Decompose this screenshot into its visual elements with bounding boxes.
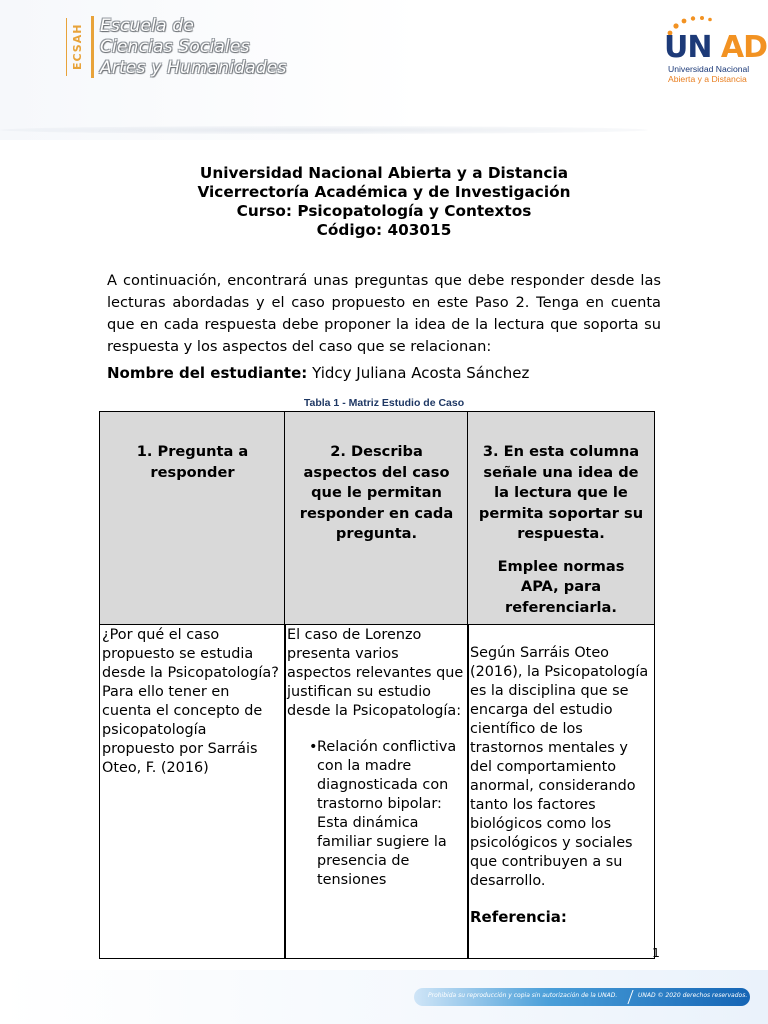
reading-idea-text: Según Sarráis Oteo (2016), la Psicopatología es la disciplina que se encarga del estudio científico de los trastornos mentales y del comportamiento anormal, considerando tanto los factores biológicos como los psicológicos y sociales que contribuyen a su desarrollo. <box>470 645 649 889</box>
school-line-2: Ciencias Sociales <box>100 37 250 57</box>
ecsah-divider <box>91 16 94 78</box>
header-cell-question <box>99 411 286 625</box>
student-line <box>107 362 529 384</box>
footer-copyright-notice: Prohibida su reproducción y copia sin autorización de la UNAD. <box>428 992 618 999</box>
cell-reading-idea <box>467 625 655 959</box>
reference-label: Referencia: <box>470 908 567 926</box>
cell-case-aspects <box>284 625 469 959</box>
case-study-table <box>99 411 655 947</box>
intro-paragraph: A continuación, encontrará unas preguntas que debe responder desde las lecturas abordadas y el caso propuesto en este Paso 2. Tenga en cuenta que en cada respuesta debe proponer la idea de la lectura que soporta su respuesta y los aspectos del caso que se relacionan: <box>107 272 661 355</box>
school-line-3: Artes y Humanidades <box>100 58 287 78</box>
unad-subtitle <box>668 64 749 84</box>
case-aspects-intro: El caso de Lorenzo presenta varios aspectos relevantes que justifican su estudio desde la Psicopatología: <box>287 627 464 719</box>
cell-question <box>99 625 286 959</box>
footer-rights: UNAD © 2020 derechos reservados. <box>638 992 748 999</box>
student-label: Nombre del estudiante: <box>107 364 308 382</box>
title-line-1: Universidad Nacional Abierta y a Distancia <box>199 164 569 182</box>
header-question-text: 1. Pregunta a responder <box>136 443 249 481</box>
header-case-aspects-text: 2. Describa aspectos del caso que le permitan responder en cada pregunta. <box>299 443 454 542</box>
title-line-4: Código: 403015 <box>316 221 452 239</box>
title-line-3: Curso: Psicopatología y Contextos <box>236 202 532 220</box>
unad-logo-word: UN <box>664 30 712 65</box>
header-cell-reading-idea <box>467 411 655 625</box>
document-title <box>0 164 768 240</box>
school-name <box>100 16 287 79</box>
question-text: ¿Por qué el caso propuesto se estudia desde la Psicopatología? Para ello tener en cuenta el concepto de psicopatología propuesto por Sarráis Oteo, F. (2016) <box>102 627 279 776</box>
header-cell-case-aspects <box>284 411 469 625</box>
student-name: Yidcy Juliana Acosta Sánchez <box>312 364 530 382</box>
school-line-1: Escuela de <box>100 16 194 36</box>
header-apa-text: Emplee normas APA, para referenciarla. <box>497 557 625 616</box>
unad-logo-ad: AD <box>720 30 768 65</box>
case-aspect-bullet: • Relación conflictiva con la madre diagnosticada con trastorno bipolar: Esta dinámica familiar sugiere la presencia de tensiones <box>287 738 466 890</box>
unad-subtitle-2: Abierta y a Distancia <box>668 74 747 84</box>
unad-subtitle-1: Universidad Nacional <box>668 64 750 74</box>
ecsah-logo: ECSAH <box>66 18 89 76</box>
header-reading-idea-text: 3. En esta columna señale una idea de la lectura que le permita soportar su respuesta. <box>478 443 644 542</box>
page-number: 1 <box>652 945 660 960</box>
unad-logo-text <box>664 30 767 65</box>
title-line-2: Vicerrectoría Académica y de Investigación <box>197 183 571 201</box>
table-caption: Tabla 1 - Matriz Estudio de Caso <box>303 397 465 409</box>
